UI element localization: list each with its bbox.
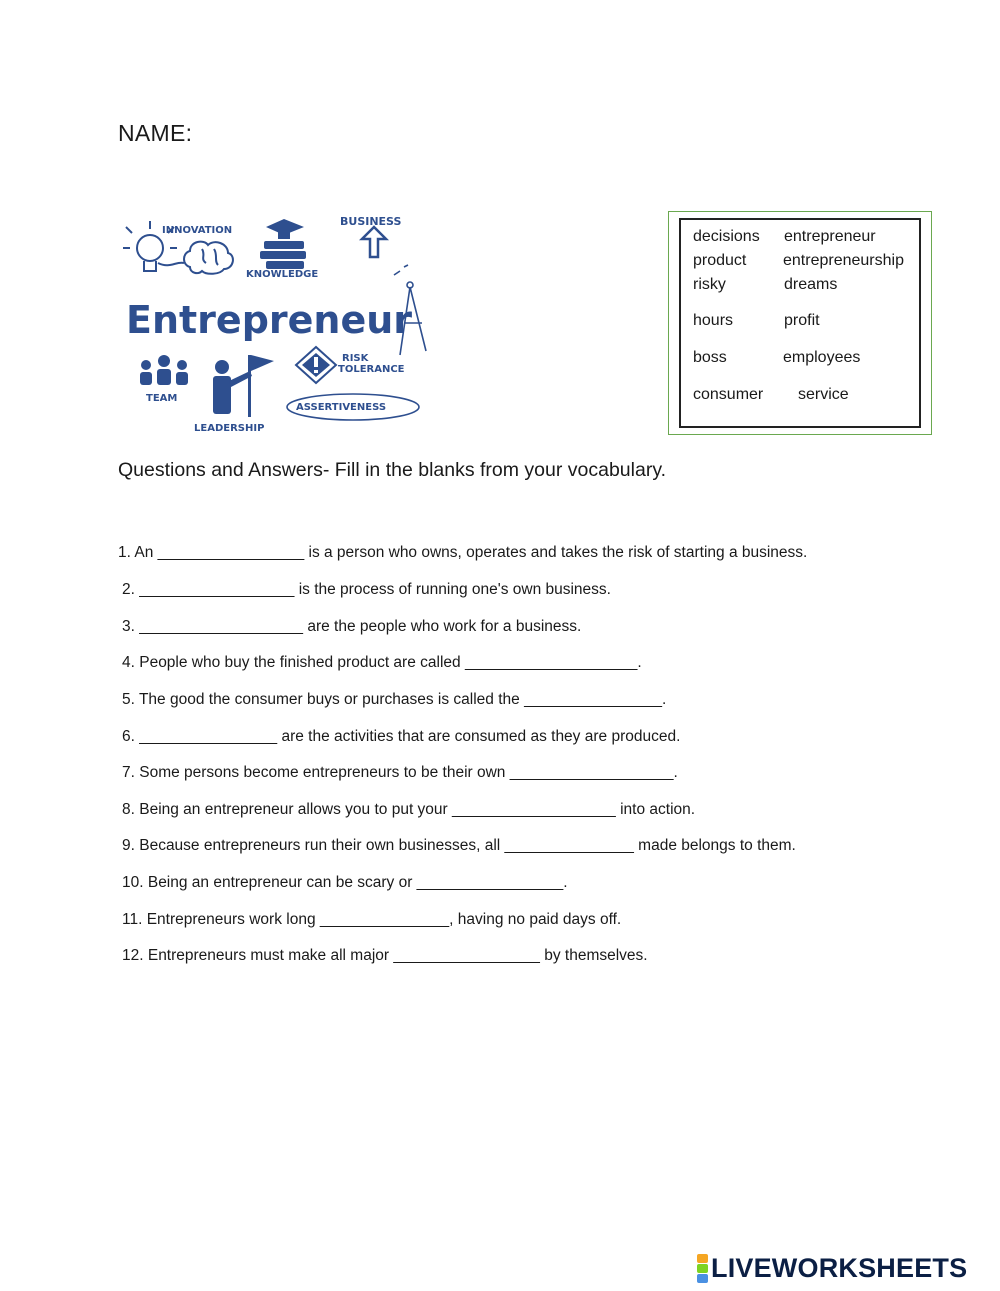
business-word: BUSINESS bbox=[340, 215, 402, 228]
word-bank-inner-border bbox=[679, 218, 921, 428]
team-word: TEAM bbox=[146, 393, 178, 404]
question-7: 7. Some persons become entrepreneurs to be their own ___________________. bbox=[122, 764, 678, 781]
word-bank-word: employees bbox=[783, 349, 861, 366]
logo-text: LIVEWORKSHEETS bbox=[711, 1253, 968, 1283]
tolerance-word: TOLERANCE bbox=[338, 364, 405, 375]
question-4: 4. People who buy the finished product are called ____________________. bbox=[122, 654, 642, 671]
risk-word: RISK bbox=[342, 353, 369, 364]
question-10: 10. Being an entrepreneur can be scary or _________________. bbox=[122, 874, 568, 891]
entrepreneur-word: Entrepreneur bbox=[126, 298, 413, 342]
liveworksheets-logo bbox=[697, 1253, 967, 1284]
books-icon bbox=[260, 219, 306, 269]
word-bank-word: hours bbox=[693, 312, 734, 329]
word-bank-word: consumer bbox=[693, 386, 764, 403]
word-bank-word: product bbox=[693, 252, 747, 269]
warning-icon bbox=[296, 347, 336, 383]
concept-sketch bbox=[118, 205, 438, 440]
word-bank-word: dreams bbox=[784, 276, 838, 293]
entrepreneur-concept-graphic bbox=[118, 205, 438, 440]
word-bank-word: decisions bbox=[693, 228, 760, 245]
leadership-word: LEADERSHIP bbox=[194, 423, 265, 434]
question-11: 11. Entrepreneurs work long _______________, having no paid days off. bbox=[122, 911, 622, 928]
question-8: 8. Being an entrepreneur allows you to put your ___________________ into action. bbox=[122, 801, 696, 818]
name-label: NAME: bbox=[118, 120, 193, 146]
question-9: 9. Because entrepreneurs run their own businesses, all _______________ made belongs to them. bbox=[122, 837, 796, 854]
question-5: 5. The good the consumer buys or purchases is called the ________________. bbox=[122, 691, 667, 708]
word-bank-word: boss bbox=[693, 349, 727, 366]
word-bank-box bbox=[668, 211, 932, 435]
instructions-heading: Questions and Answers- Fill in the blanks from your vocabulary. bbox=[118, 459, 667, 481]
question-3: 3. ___________________ are the people who work for a business. bbox=[122, 618, 582, 635]
knowledge-word: KNOWLEDGE bbox=[246, 269, 319, 280]
innovation-word: INNOVATION bbox=[162, 225, 233, 236]
assertiveness-word: ASSERTIVENESS bbox=[296, 402, 387, 413]
leader-icon bbox=[213, 355, 274, 417]
question-2: 2. __________________ is the process of running one's own business. bbox=[122, 581, 611, 598]
logo-grid-icon bbox=[697, 1254, 708, 1283]
arrow-up-icon bbox=[362, 227, 386, 257]
word-bank-word: entrepreneurship bbox=[783, 252, 904, 269]
word-bank-word: profit bbox=[784, 312, 820, 329]
team-icon bbox=[140, 355, 188, 385]
question-12: 12. Entrepreneurs must make all major _________________ by themselves. bbox=[122, 947, 648, 964]
word-bank-word: risky bbox=[693, 276, 726, 293]
question-6: 6. ________________ are the activities that are consumed as they are produced. bbox=[122, 728, 681, 745]
brain-icon bbox=[158, 242, 233, 274]
question-1: 1. An _________________ is a person who owns, operates and takes the risk of starting a business. bbox=[118, 544, 808, 561]
word-bank-word: entrepreneur bbox=[784, 228, 876, 245]
word-bank-word: service bbox=[798, 386, 849, 403]
